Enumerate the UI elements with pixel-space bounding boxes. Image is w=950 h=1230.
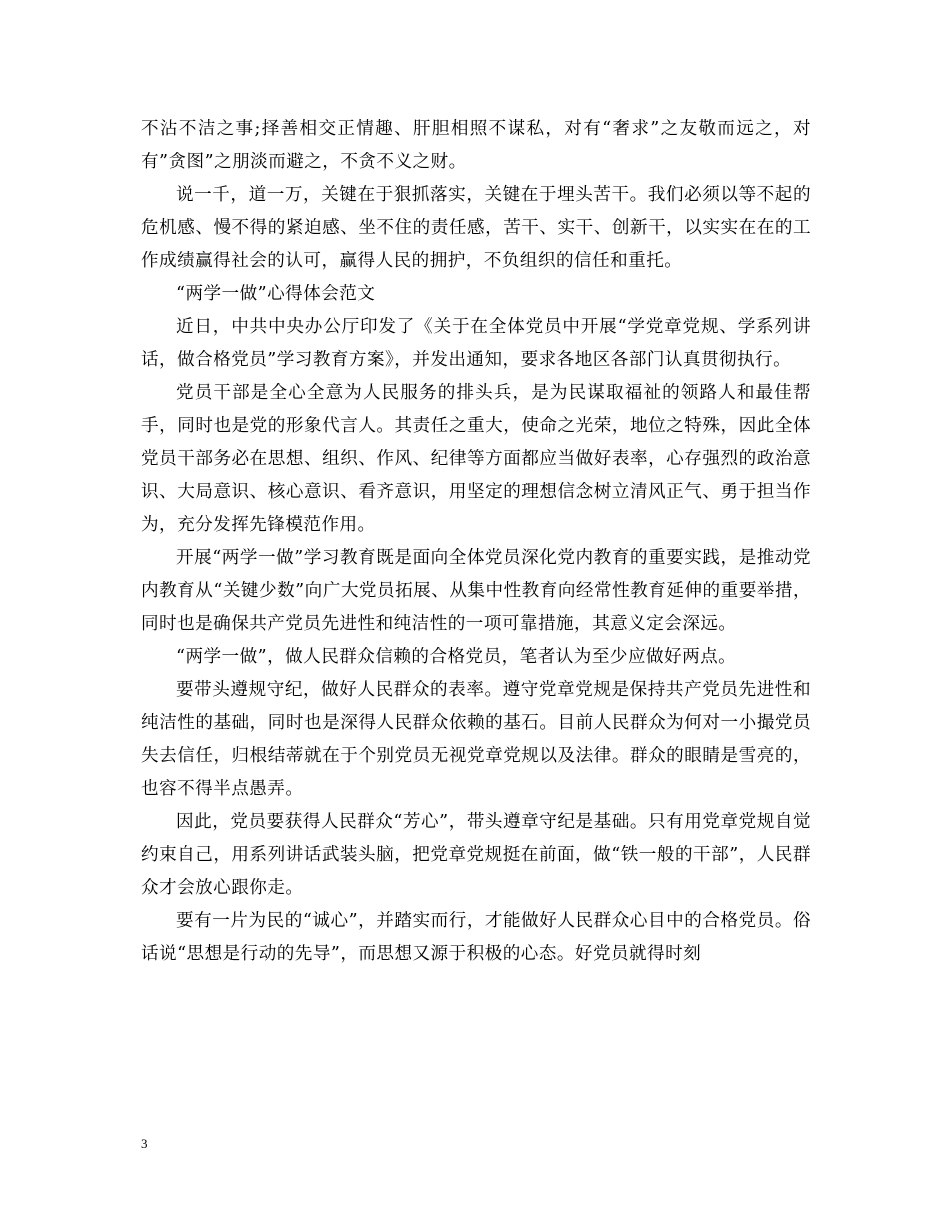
page-number: 3 bbox=[141, 1136, 148, 1151]
paragraph: 要带头遵规守纪，做好人民群众的表率。遵守党章党规是保持共产党员先进性和纯洁性的基础，同时也是深得人民群众依赖的基石。目前人民群众为何对一小撮党员失去信任，归根结蒂就在于个别党员无视党章党规以及法律。群众的眼睛是雪亮的，也容不得半点愚弄。 bbox=[141, 680, 811, 799]
paragraph: 开展“两学一做”学习教育既是面向全体党员深化党内教育的重要实践，是推动党内教育从“关键少数”向广大党员拓展、从集中性教育向经常性教育延伸的重要举措，同时也是确保共产党员先进性和纯洁性的一项可靠措施，其意义定会深远。 bbox=[141, 548, 811, 634]
paragraph: 近日，中共中央办公厅印发了《关于在全体党员中开展“学党章党规、学系列讲话，做合格党员”学习教育方案》，并发出通知，要求各地区各部门认真贯彻执行。 bbox=[141, 317, 811, 370]
paragraph: “两学一做”，做人民群众信赖的合格党员，笔者认为至少应做好两点。 bbox=[176, 647, 737, 667]
section-heading: “两学一做”心得体会范文 bbox=[176, 284, 376, 304]
paragraph: 因此，党员要获得人民群众“芳心”，带头遵章守纪是基础。只有用党章党规自觉约束自己，用系列讲话武装头脑，把党章党规挺在前面，做“铁一般的干部”，人民群众才会放心跟你走。 bbox=[141, 812, 811, 898]
paragraph: 说一千，道一万，关键在于狠抓落实，关键在于埋头苦干。我们必须以等不起的危机感、慢不得的紧迫感、坐不住的责任感，苦干、实干、创新干，以实实在在的工作成绩赢得社会的认可，赢得人民的拥护，不负组织的信任和重托。 bbox=[141, 185, 811, 271]
paragraph-continuation: 不沾不洁之事;择善相交正情趣、肝胆相照不谋私，对有“奢求”之友敬而远之，对有”贪图”之朋淡而避之，不贪不义之财。 bbox=[141, 119, 811, 172]
paragraph: 要有一片为民的“诚心”，并踏实而行，才能做好人民群众心目中的合格党员。俗话说“思想是行动的先导”，而思想又源于积极的心态。好党员就得时刻 bbox=[141, 911, 811, 964]
body-text bbox=[141, 113, 811, 971]
paragraph: 党员干部是全心全意为人民服务的排头兵，是为民谋取福祉的领路人和最佳帮手，同时也是党的形象代言人。其责任之重大，使命之光荣，地位之特殊，因此全体党员干部务必在思想、组织、作风、纪律等方面都应当做好表率，心存强烈的政治意识、大局意识、核心意识、看齐意识，用坚定的理想信念树立清风正气、勇于担当作为，充分发挥先锋模范作用。 bbox=[141, 383, 811, 535]
